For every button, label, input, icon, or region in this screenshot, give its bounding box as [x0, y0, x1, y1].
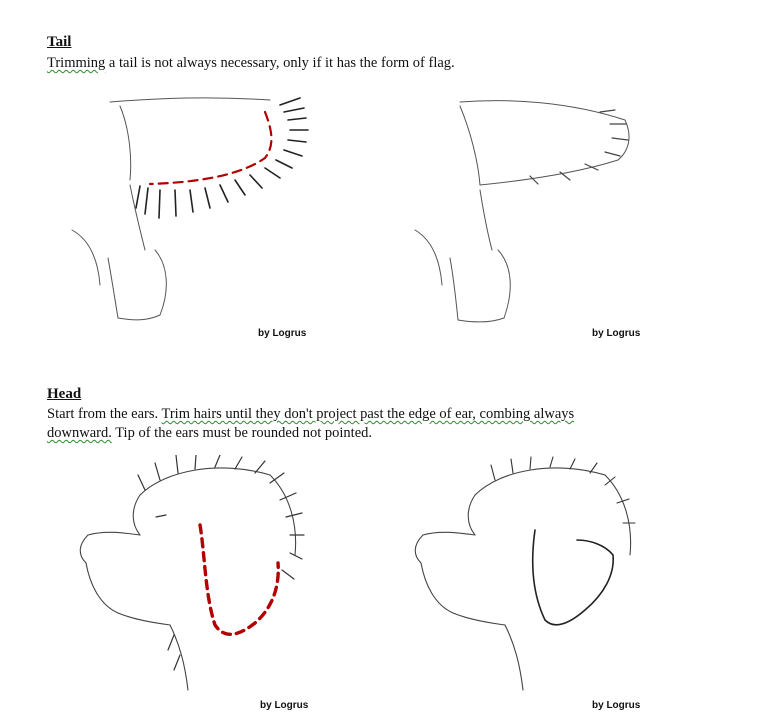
- credit-head-before: by Logrus: [260, 700, 309, 711]
- head-heading: Head: [47, 386, 82, 402]
- credit-tail-after: by Logrus: [592, 328, 641, 339]
- spellcheck-phrase-trim-hairs: Trim hairs until they don't project past the edge of ear, combing always: [161, 406, 575, 422]
- tail-trimmed-sketch: [400, 90, 650, 335]
- head-untrimmed-sketch: [70, 455, 330, 700]
- spellcheck-word-trimming: Trimming: [47, 55, 106, 71]
- tail-description: Trimming a tail is not always necessary, only if it has the form of flag.: [47, 55, 455, 71]
- tail-heading: Tail: [47, 34, 72, 50]
- credit-head-after: by Logrus: [592, 700, 641, 711]
- tail-untrimmed-sketch: [60, 90, 320, 335]
- head-trimmed-sketch: [405, 455, 645, 700]
- head-description: Start from the ears. Trim hairs until they don't project past the edge of ear, combing always downward. Tip of the ears must be rounded not pointed.: [47, 406, 575, 441]
- spellcheck-word-downward: downward.: [47, 425, 112, 441]
- credit-tail-before: by Logrus: [258, 328, 307, 339]
